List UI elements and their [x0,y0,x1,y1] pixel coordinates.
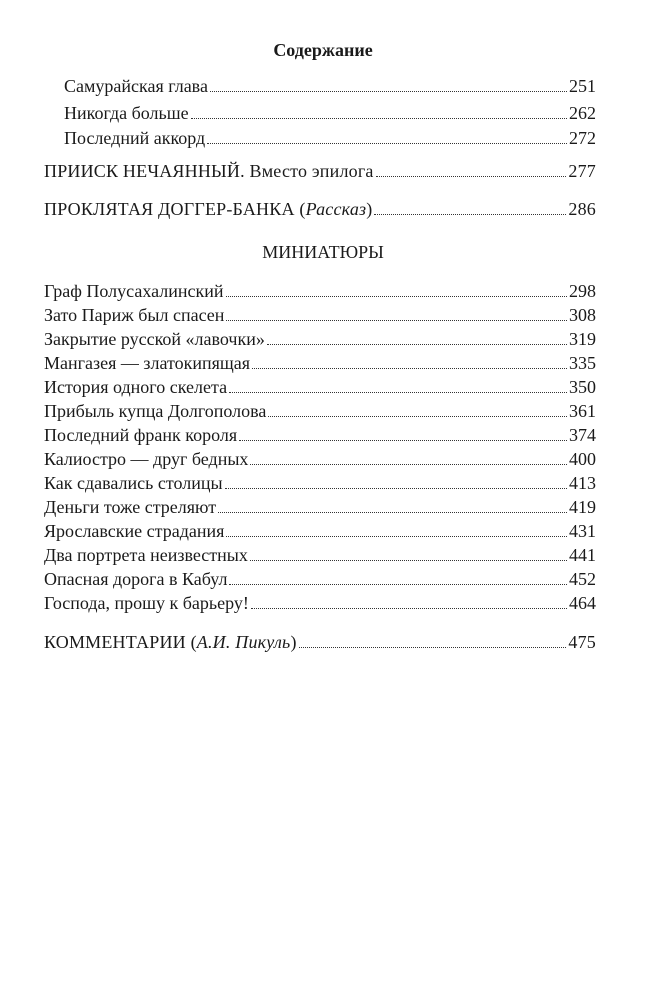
dot-leader [267,344,567,345]
entry-title: КОММЕНТАРИИ (А.И. Пикуль) [44,632,297,652]
entry-page: 262 [569,103,596,123]
entry-page: 286 [568,199,596,219]
toc-entry [44,591,596,615]
toc-entry-dogger [44,197,596,221]
dot-leader [239,440,567,441]
toc-entry [44,543,596,567]
toc-entry [44,351,596,375]
toc-entry [64,74,596,98]
toc-entry [64,101,596,125]
entry-page: 277 [568,161,596,181]
dot-leader [229,584,567,585]
entry-title: Прибыль купца Долгополова [44,401,267,421]
entry-title: ПРОКЛЯТАЯ ДОГГЕР-БАНКА (Рассказ) [44,199,373,219]
dot-leader [229,392,567,393]
entry-page: 400 [569,449,596,469]
entry-page: 452 [569,569,596,589]
entry-page: 308 [569,305,596,325]
entry-page: 335 [569,353,596,373]
dot-leader [191,118,567,119]
toc-entry [44,519,596,543]
toc-entry-priisk [44,159,596,183]
entry-title: Господа, прошу к барьеру! [44,593,249,613]
dot-leader [226,536,567,537]
entry-title: Ярославские страдания [44,521,225,541]
entry-page: 441 [569,545,596,565]
entry-title: Опасная дорога в Кабул [44,569,228,589]
entry-page: 475 [568,632,596,652]
dot-leader [250,464,567,465]
entry-page: 431 [569,521,596,541]
entry-title: Деньги тоже стреляют [44,497,217,517]
entry-page: 251 [569,76,596,96]
toc-entry [44,423,596,447]
entry-page: 374 [569,425,596,445]
entry-title: Последний франк короля [44,425,238,445]
toc-entry [44,279,596,303]
entry-page: 464 [569,593,596,613]
dot-leader [250,560,567,561]
dot-leader [374,214,566,215]
toc-entry [44,447,596,471]
entry-title: Граф Полусахалинский [44,281,224,301]
toc-entry [44,327,596,351]
toc-entry [44,303,596,327]
entry-title: Никогда больше [64,103,189,123]
toc-entry [44,567,596,591]
entry-title: Два портрета неизвестных [44,545,248,565]
entry-title: История одного скелета [44,377,228,397]
entry-title: Последний аккорд [64,128,206,148]
entry-title: Зато Париж был спасен [44,305,225,325]
dot-leader [225,488,567,489]
toc-entry [44,375,596,399]
entry-page: 419 [569,497,596,517]
page-title: Содержание [273,40,373,60]
entry-page: 272 [569,128,596,148]
dot-leader [299,647,567,648]
dot-leader [376,176,567,177]
dot-leader [210,91,567,92]
toc-entry [44,495,596,519]
toc-entry [44,471,596,495]
section-title: МИНИАТЮРЫ [262,242,384,262]
entry-page: 361 [569,401,596,421]
toc-entry [64,126,596,150]
entry-page: 413 [569,473,596,493]
dot-leader [226,296,567,297]
entry-title: Мангазея — златокипящая [44,353,251,373]
entry-title: Закрытие русской «лавочки» [44,329,265,349]
entry-title: ПРИИСК НЕЧАЯННЫЙ. Вместо эпилога [44,161,374,181]
entry-page: 319 [569,329,596,349]
dot-leader [252,368,567,369]
toc-entry [44,399,596,423]
entry-page: 298 [569,281,596,301]
dot-leader [218,512,567,513]
toc-entry-comments [44,630,596,654]
dot-leader [226,320,567,321]
dot-leader [207,143,567,144]
entry-title: Как сдавались столицы [44,473,223,493]
entry-title: Самурайская глава [64,76,208,96]
dot-leader [251,608,567,609]
entry-title: Калиостро — друг бедных [44,449,249,469]
dot-leader [268,416,567,417]
entry-page: 350 [569,377,596,397]
